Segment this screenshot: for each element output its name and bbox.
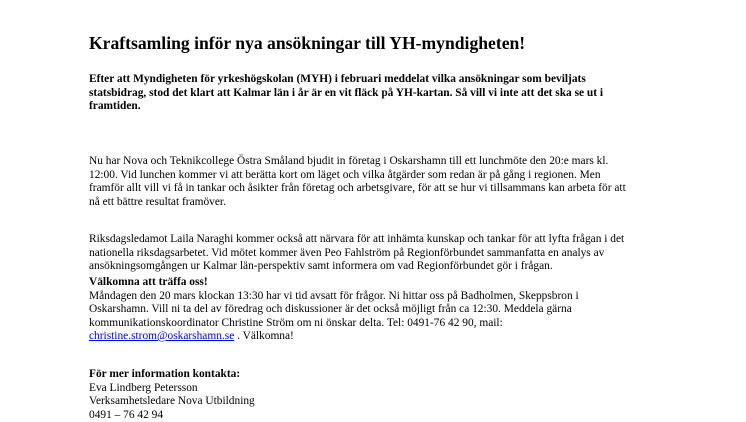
lead-paragraph: Efter att Myndigheten för yrkeshögskolan (MYH) i februari meddelat vilka ansökningar som beviljats statsbidrag, stod det klart att Kalmar län i år är en vit fläck på YH-kartan. Så vill vi inte att det ska se ut i framtiden. (89, 73, 634, 114)
contact-section (89, 368, 634, 422)
contact-name: Eva Lindberg Petersson (89, 382, 634, 396)
document-title: Kraftsamling inför nya ansökningar till YH-myndigheten! (89, 33, 525, 53)
welcome-heading: Välkomna att träffa oss! (89, 276, 634, 290)
body-paragraph-lunch-meeting: Nu har Nova och Teknikcollege Östra Småland bjudit in företag i Oskarshamn till ett lunchmöte den 20:e mars kl. 12:00. Vid lunchen kommer vi att berätta kort om läget och vilka åtgärder som redan är på gång i regionen. Men framför allt vill vi få in tankar och åsikter från företag och arbetsgivare, för att se hur vi tillsammans kan arbeta för att nå ett bättre resultat framöver. (89, 155, 634, 209)
body-paragraph-riksdag: Riksdagsledamot Laila Naraghi kommer också att närvara för att inhämta kunskap och tankar för att lyfta frågan i det nationella riksdagsarbetet. Vid mötet kommer även Peo Fahlström på Regionförbundet sammanfatta en analys av ansökningsomgången ur Kalmar län-perspektiv samt informera om vad Regionförbundet gör i frågan. (89, 233, 634, 274)
welcome-text: Måndagen den 20 mars klockan 13:30 har vi tid avsatt för frågor. Ni hittar oss på Badholmen, Skeppsbron i Oskarshamn. Vill ni ta del av föredrag och diskussioner är det också möjligt från ca 12:30. Meddela gärna kommunikationskoordinator Christine Ström om ni önskar delta. Tel: 0491-76 42 90, mail: (89, 290, 579, 329)
contact-heading: För mer information kontakta: (89, 368, 634, 382)
email-link[interactable]: christine.strom@oskarshamn.se (89, 330, 234, 342)
contact-phone: 0491 – 76 42 94 (89, 409, 634, 422)
contact-role: Verksamhetsledare Nova Utbildning (89, 395, 634, 409)
welcome-section (89, 276, 634, 344)
welcome-closing: . Välkomna! (234, 330, 294, 342)
